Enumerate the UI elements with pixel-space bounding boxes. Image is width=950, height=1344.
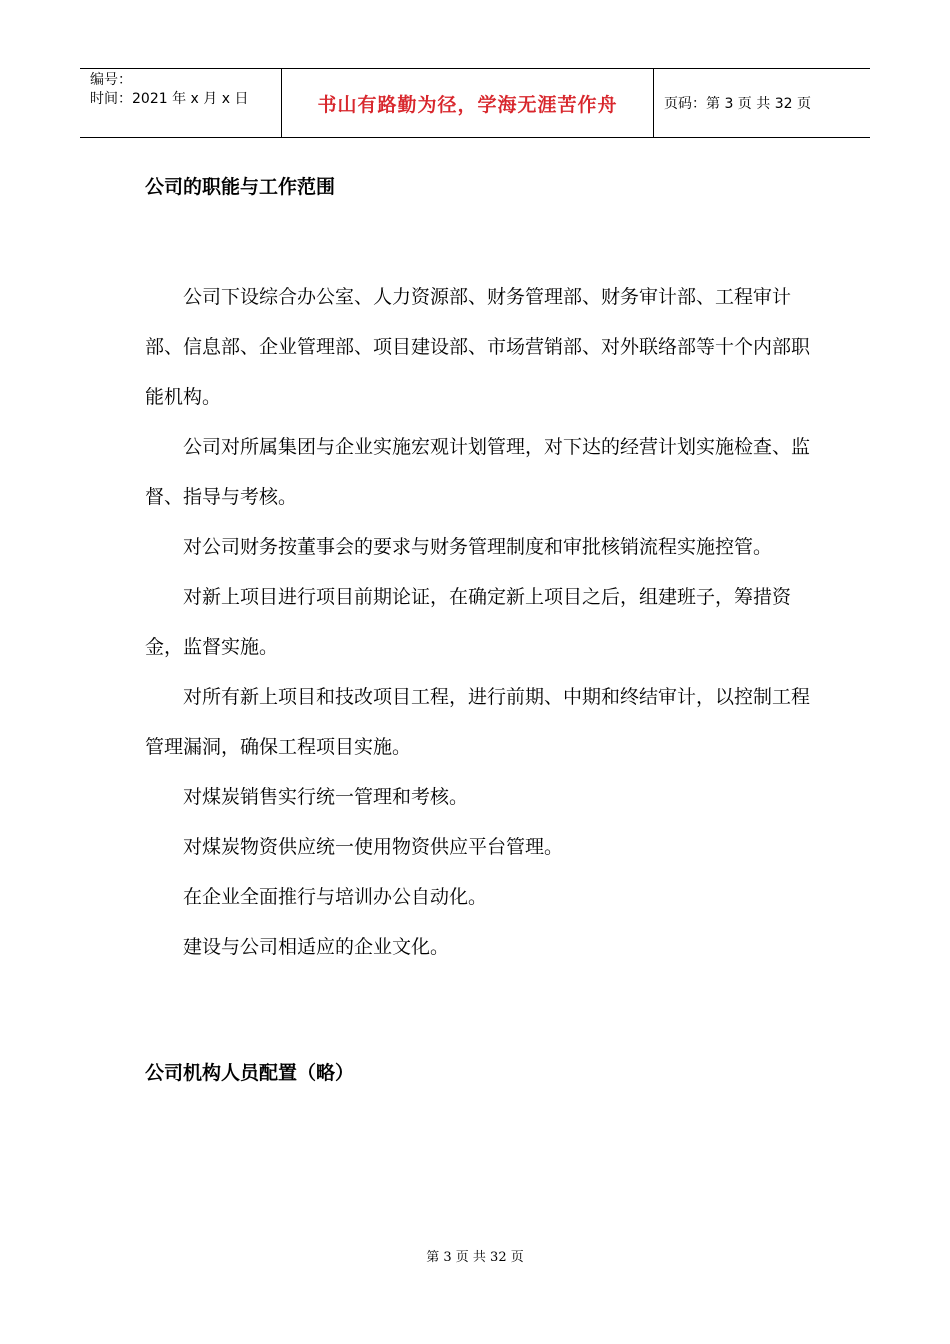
document-number-label: 编号： [90,72,132,88]
paragraph: 对煤炭物资供应统一使用物资供应平台管理。 [183,836,564,858]
paragraph: 公司对所属集团与企业实施宏观计划管理，对下达的经营计划实施检查、监督、指导与考核。 [145,436,811,508]
paragraph: 对所有新上项目和技改项目工程，进行前期、中期和终结审计，以控制工程管理漏洞，确保工程项目实施。 [145,686,811,758]
paragraph: 在企业全面推行与培训办公自动化。 [183,886,488,908]
document-time-label: 时间：2021 年 x 月 x 日 [90,91,249,107]
paragraph: 建设与公司相适应的企业文化。 [183,936,450,958]
page-header [80,68,870,138]
page-footer: 第 3 页 共 32 页 [426,1250,524,1265]
header-page-info: 页码：第 3 页 共 32 页 [664,96,811,112]
paragraph: 公司下设综合办公室、人力资源部、财务管理部、财务审计部、工程审计部、信息部、企业管理部、项目建设部、市场营销部、对外联络部等十个内部职能机构。 [145,286,811,408]
header-motto: 书山有路勤为径，学海无涯苦作舟 [281,69,654,137]
paragraph: 对公司财务按董事会的要求与财务管理制度和审批核销流程实施控管。 [183,536,773,558]
header-left [80,69,281,137]
paragraph: 对煤炭销售实行统一管理和考核。 [183,786,469,808]
paragraph: 对新上项目进行项目前期论证，在确定新上项目之后，组建班子，筹措资金，监督实施。 [145,586,792,658]
section-title-functions: 公司的职能与工作范围 [145,176,336,198]
section-body-functions [145,272,810,972]
section-title-staffing: 公司机构人员配置（略） [145,1062,355,1084]
